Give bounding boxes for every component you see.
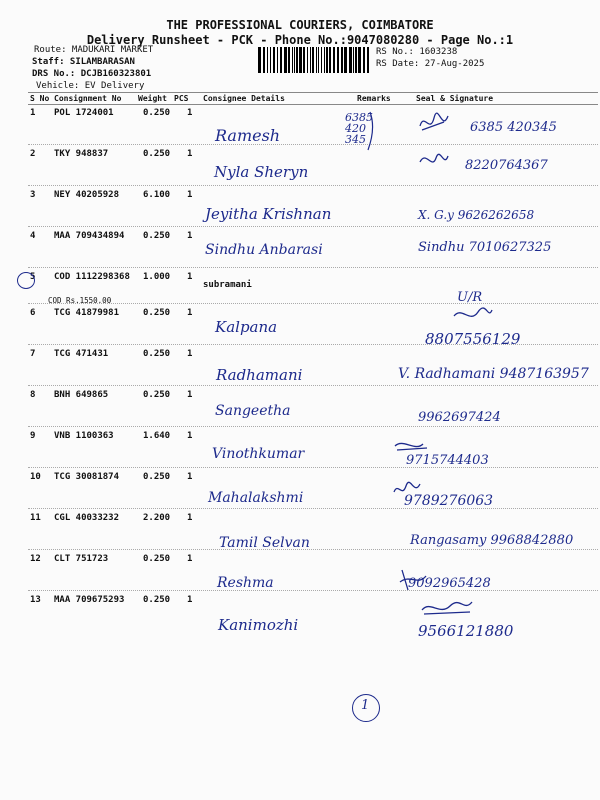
consignment-number: TCG 30081874 — [54, 472, 120, 482]
consignee-handwritten-name: Kalpana — [215, 318, 278, 336]
barcode-bar — [310, 47, 311, 73]
pcs-value: 1 — [187, 349, 193, 359]
col-pcs: PCS — [174, 94, 189, 103]
consignee-handwritten-name: Radhamani — [216, 366, 303, 384]
consignment-number: TCG 471431 — [54, 349, 109, 359]
barcode-bar — [303, 47, 305, 73]
consignee-handwritten-name: Sindhu Anbarasi — [205, 242, 323, 258]
pcs-value: 1 — [187, 308, 193, 318]
row-divider — [28, 226, 598, 227]
barcode-bar — [294, 47, 295, 73]
barcode-bar — [337, 47, 339, 73]
weight-value: 0.250 — [143, 231, 171, 241]
col-seal-signature: Seal & Signature — [416, 94, 494, 103]
consignee-handwritten-name: Jeyitha Krishnan — [205, 205, 332, 223]
weight-value: 6.100 — [143, 190, 171, 200]
rs-date: RS Date: 27-Aug-2025 — [376, 59, 485, 69]
pcs-value: 1 — [187, 108, 193, 118]
signature-scribble — [392, 480, 452, 510]
barcode-bar — [288, 47, 290, 73]
barcode-bar — [296, 47, 298, 73]
barcode-bar — [363, 47, 365, 73]
staff-label: Staff: SILAMBARASAN — [32, 57, 135, 67]
weight-value: 2.200 — [143, 513, 171, 523]
header-rule — [28, 104, 598, 105]
weight-value: 0.250 — [143, 595, 171, 605]
signature-phone: 9092965428 — [408, 576, 491, 591]
row-divider — [28, 549, 598, 550]
signature-scribble — [420, 600, 480, 630]
pcs-value: 1 — [187, 190, 193, 200]
row-sno: 4 — [30, 231, 36, 241]
drs-number: DRS No.: DCJB160323801 — [32, 69, 152, 79]
signature-phone: Rangasamy 9968842880 — [410, 533, 574, 548]
signature-phone: 9715744403 — [406, 453, 489, 468]
row-divider — [28, 385, 598, 386]
barcode-bar — [263, 47, 265, 73]
consignee-handwritten-name: Vinothkumar — [212, 446, 305, 462]
consignment-number: VNB 1100363 — [54, 431, 114, 441]
col-remarks: Remarks — [357, 94, 391, 103]
row-divider — [28, 426, 598, 427]
consignee-typed: subramani — [203, 280, 252, 290]
consignee-handwritten-name: Ramesh — [215, 126, 281, 145]
barcode-bar — [355, 47, 357, 73]
vehicle-label: Vehicle: EV Delivery — [36, 81, 145, 91]
page-number-mark: 1 — [361, 698, 370, 713]
consignee-handwritten-name: Kanimozhi — [218, 616, 299, 634]
barcode-bar — [333, 47, 335, 73]
consignment-number: TCG 41879981 — [54, 308, 120, 318]
signature-scribble — [418, 150, 478, 180]
barcode-bar — [329, 47, 331, 73]
cod-amount: COD Rs.1550.00 — [48, 296, 112, 305]
signature-phone: V. Radhamani 9487163957 — [398, 366, 589, 382]
signature-scribble — [452, 306, 512, 336]
barcode-bar — [292, 47, 293, 73]
remarks-bracket — [342, 110, 378, 156]
barcode-bar — [299, 47, 302, 73]
signature-scribble — [398, 566, 458, 596]
consignee-handwritten-name: Reshma — [217, 575, 274, 591]
consignment-number: POL 1724001 — [54, 108, 114, 118]
signature-phone: 9566121880 — [418, 622, 514, 640]
barcode-bar — [341, 47, 343, 73]
barcode-bar — [349, 47, 352, 73]
signature-scribble — [393, 440, 453, 470]
weight-value: 0.250 — [143, 149, 171, 159]
barcode-bar — [344, 47, 347, 73]
route-label: Route: MADUKARI MARKET — [34, 45, 154, 55]
barcode-bar — [318, 47, 319, 73]
barcode-bar — [326, 47, 328, 73]
col-consignment: Consignment No — [54, 94, 122, 103]
consignee-handwritten-name: Sangeetha — [215, 403, 291, 419]
barcode-bar — [277, 47, 278, 73]
barcode-image — [258, 47, 370, 73]
signature-phone: X. G.y 9626262658 — [418, 208, 535, 222]
consignment-number: COD 1112298368 — [54, 272, 130, 282]
runsheet-subtitle: Delivery Runsheet - PCK - Phone No.:9047080280 - Page No.:1 — [86, 33, 514, 47]
rs-number: RS No.: 1603238 — [376, 47, 458, 57]
weight-value: 0.250 — [143, 349, 171, 359]
pcs-value: 1 — [187, 272, 193, 282]
col-consignee: Consignee Details — [203, 94, 285, 103]
row-divider — [28, 508, 598, 509]
barcode-bar — [312, 47, 314, 73]
signature-phone: 9962697424 — [418, 410, 501, 425]
barcode-bar — [367, 47, 369, 73]
weight-value: 0.250 — [143, 308, 171, 318]
barcode-bar — [284, 47, 287, 73]
consignment-number: NEY 40205928 — [54, 190, 120, 200]
barcode-bar — [321, 47, 322, 73]
company-title: THE PROFESSIONAL COURIERS, COIMBATORE — [166, 18, 434, 32]
consignment-number: CLT 751723 — [54, 554, 109, 564]
consignee-handwritten-name: Tamil Selvan — [219, 535, 310, 551]
weight-value: 0.250 — [143, 554, 171, 564]
barcode-bar — [258, 47, 261, 73]
consignment-number: CGL 40033232 — [54, 513, 120, 523]
pcs-value: 1 — [187, 390, 193, 400]
barcode-bar — [280, 47, 282, 73]
row-sno: 10 — [30, 472, 41, 482]
table-top-rule — [28, 92, 598, 93]
col-sno: S No — [30, 94, 50, 103]
consignment-number: MAA 709675293 — [54, 595, 125, 605]
barcode-bar — [358, 47, 361, 73]
signature-scribble — [418, 112, 478, 142]
pcs-value: 1 — [187, 431, 193, 441]
row-divider — [28, 185, 598, 186]
pcs-value: 1 — [187, 595, 193, 605]
row-divider — [28, 144, 598, 145]
weight-value: 0.250 — [143, 390, 171, 400]
barcode-bar — [270, 47, 271, 73]
barcode-bar — [353, 47, 354, 73]
barcode-bar — [273, 47, 275, 73]
barcode-bar — [324, 47, 325, 73]
row-divider — [28, 467, 598, 468]
row-sno: 6 — [30, 308, 36, 318]
row-sno: 13 — [30, 595, 41, 605]
signature-phone: Sindhu 7010627325 — [418, 240, 552, 255]
row-sno: 8 — [30, 390, 36, 400]
consignee-handwritten-name: Mahalakshmi — [208, 490, 304, 506]
pcs-value: 1 — [187, 472, 193, 482]
row-sno: 9 — [30, 431, 36, 441]
consignment-number: BNH 649865 — [54, 390, 109, 400]
row-sno: 11 — [30, 513, 41, 523]
signature-phone: 8220764367 — [465, 158, 548, 173]
pcs-value: 1 — [187, 513, 193, 523]
consignee-handwritten-name: Nyla Sheryn — [214, 163, 309, 181]
weight-value: 0.250 — [143, 108, 171, 118]
row-sno: 7 — [30, 349, 36, 359]
circle-mark-row5 — [17, 272, 35, 289]
consignment-number: MAA 709434894 — [54, 231, 125, 241]
pcs-value: 1 — [187, 554, 193, 564]
signature-phone: 6385 420345 — [470, 120, 557, 135]
row-divider — [28, 267, 598, 268]
row-divider — [28, 590, 598, 591]
row-sno: 12 — [30, 554, 41, 564]
signature-phone: 9789276063 — [404, 493, 494, 509]
consignment-number: TKY 948837 — [54, 149, 109, 159]
weight-value: 0.250 — [143, 472, 171, 482]
weight-value: 1.640 — [143, 431, 171, 441]
pcs-value: 1 — [187, 231, 193, 241]
row-divider — [28, 303, 598, 304]
pcs-value: 1 — [187, 149, 193, 159]
barcode-bar — [316, 47, 317, 73]
signature-phone: U/R — [457, 290, 483, 305]
weight-value: 1.000 — [143, 272, 171, 282]
signature-phone: 8807556129 — [425, 330, 521, 348]
row-sno: 5 — [30, 272, 36, 282]
barcode-bar — [307, 47, 308, 73]
row-sno: 2 — [30, 149, 36, 159]
remarks-row1: 6385 420 345 — [345, 111, 373, 146]
barcode-bar — [267, 47, 268, 73]
col-weight: Weight — [138, 94, 167, 103]
row-sno: 1 — [30, 108, 36, 118]
row-sno: 3 — [30, 190, 36, 200]
